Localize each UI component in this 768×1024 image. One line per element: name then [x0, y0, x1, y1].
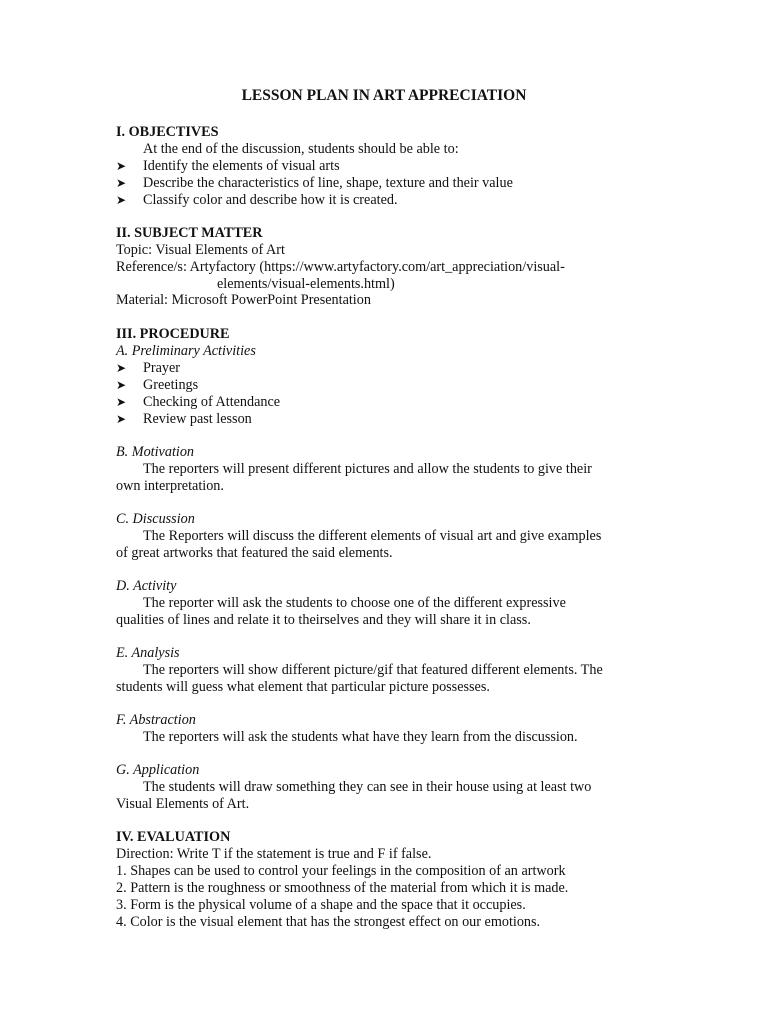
evaluation-item: 1. Shapes can be used to control your feelings in the composition of an artwork: [116, 863, 566, 879]
analysis-label: E. Analysis: [116, 645, 180, 661]
analysis-text: The reporters will show different picture/gif that featured different elements. The: [143, 662, 603, 678]
evaluation-heading: IV. EVALUATION: [116, 829, 231, 845]
activity-text-continued: qualities of lines and relate it to theirselves and they will share it in class.: [116, 612, 531, 628]
motivation-label: B. Motivation: [116, 444, 195, 460]
evaluation-direction: Direction: Write T if the statement is true and F if false.: [116, 846, 432, 862]
abstraction-text: The reporters will ask the students what have they learn from the discussion.: [143, 729, 578, 745]
discussion-label: C. Discussion: [116, 511, 195, 527]
reference-line: Reference/s: Artyfactory (https://www.artyfactory.com/art_appreciation/visual-: [116, 259, 565, 275]
arrowhead-bullet-icon: ➤: [116, 412, 127, 426]
evaluation-item: 3. Form is the physical volume of a shape and the space that it occupies.: [116, 897, 526, 913]
objective-item: Describe the characteristics of line, shape, texture and their value: [143, 175, 513, 191]
preliminary-item: Checking of Attendance: [143, 394, 281, 410]
topic-line: Topic: Visual Elements of Art: [116, 242, 285, 258]
discussion-text-continued: of great artworks that featured the said elements.: [116, 545, 393, 561]
procedure-heading: III. PROCEDURE: [116, 326, 230, 342]
preliminary-item: Review past lesson: [143, 411, 252, 427]
application-label: G. Application: [116, 762, 200, 778]
arrowhead-bullet-icon: ➤: [116, 361, 127, 375]
motivation-text-continued: own interpretation.: [116, 478, 224, 494]
page-title: LESSON PLAN IN ART APPRECIATION: [241, 87, 527, 104]
material-line: Material: Microsoft PowerPoint Presentation: [116, 292, 371, 308]
motivation-text: The reporters will present different pictures and allow the students to give their: [143, 461, 592, 477]
abstraction-label: F. Abstraction: [116, 712, 196, 728]
preliminary-label: A. Preliminary Activities: [116, 343, 256, 359]
application-text: The students will draw something they can see in their house using at least two: [143, 779, 592, 795]
evaluation-item: 4. Color is the visual element that has the strongest effect on our emotions.: [116, 914, 541, 930]
arrowhead-bullet-icon: ➤: [116, 395, 127, 409]
activity-text: The reporter will ask the students to choose one of the different expressive: [143, 595, 566, 611]
reference-line-continued: elements/visual-elements.html): [217, 276, 395, 292]
arrowhead-bullet-icon: ➤: [116, 159, 127, 173]
preliminary-item: Prayer: [143, 360, 181, 376]
objective-item: Classify color and describe how it is created.: [143, 192, 398, 208]
objectives-intro: At the end of the discussion, students should be able to:: [143, 141, 459, 157]
subject-matter-heading: II. SUBJECT MATTER: [116, 225, 263, 241]
objectives-heading: I. OBJECTIVES: [116, 124, 219, 140]
arrowhead-bullet-icon: ➤: [116, 193, 127, 207]
arrowhead-bullet-icon: ➤: [116, 378, 127, 392]
objective-item: Identify the elements of visual arts: [143, 158, 340, 174]
discussion-text: The Reporters will discuss the different elements of visual art and give examples: [143, 528, 602, 544]
activity-label: D. Activity: [116, 578, 177, 594]
analysis-text-continued: students will guess what element that particular picture possesses.: [116, 679, 490, 695]
preliminary-item: Greetings: [143, 377, 199, 393]
evaluation-item: 2. Pattern is the roughness or smoothness of the material from which it is made.: [116, 880, 569, 896]
application-text-continued: Visual Elements of Art.: [116, 796, 250, 812]
arrowhead-bullet-icon: ➤: [116, 176, 127, 190]
